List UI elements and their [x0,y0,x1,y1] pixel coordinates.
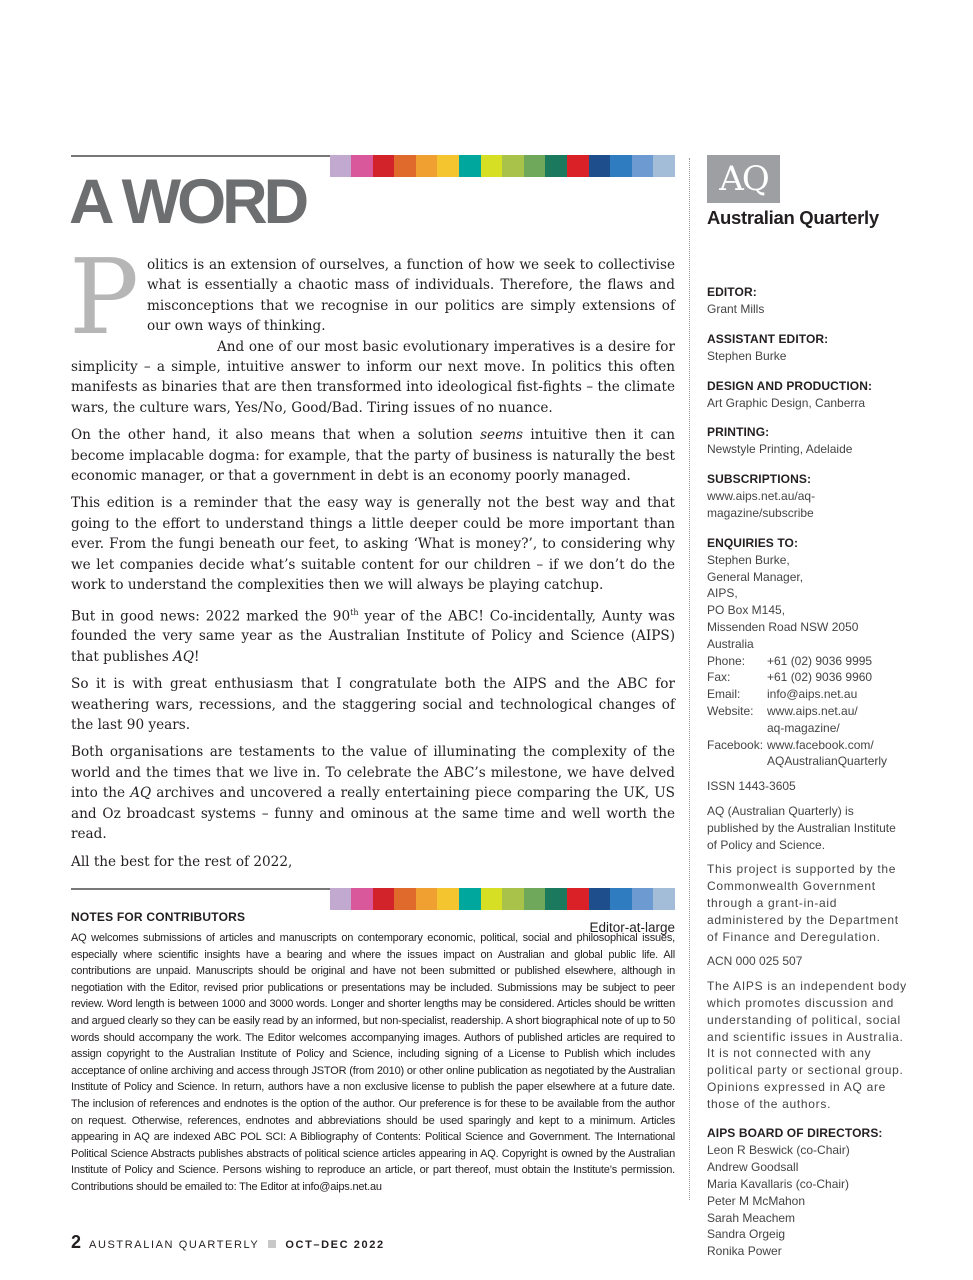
color-swatch [589,888,611,910]
color-swatch [524,888,546,910]
color-swatch [437,888,459,910]
support-statement: This project is supported by the Commonwealth Government through a grant-in-aid administered by the Department of Finance and Deregulation. [707,862,899,944]
phone-value: +61 (02) 9036 9995 [767,653,873,668]
paragraph-7: Both organisations are testaments to the value of illuminating the complexity of the world and the times that we live in. To celebrate the ABC’s milestone, we have delved into the AQ archives and uncovered a really entertaining piece comparing the UK, US and Oz broadcast systems – funny and ominous at the same time and well worth the read. [71,744,675,843]
top-rule [71,155,675,177]
brand-name: Australian Quarterly [707,207,879,228]
phone-label: Phone: [707,653,746,668]
published-by: AQ (Australian Quarterly) is published by the Australian Institute of Policy and Science. [707,803,896,852]
color-swatch [653,888,675,910]
color-swatch [373,888,395,910]
color-swatch [459,155,481,177]
signature-role: Editor-at-large [589,919,675,935]
paragraph-2: And one of our most basic evolutionary imperatives is a desire for simplicity – a simple, intuitive answer to inform our next move. In politics this often manifests as binaries that are then transformed into ideological fist-fights – the climate wars, the culture wars, Yes/No, Good/Bad. Tiring issues of no nuance. [71,338,675,416]
issn: ISSN 1443-3605 [707,779,796,794]
rule-line [71,888,333,890]
publication-name: AUSTRALIAN QUARTERLY [89,1239,260,1251]
address-line: General Manager, [707,569,804,584]
color-swatch [351,155,373,177]
page-footer [71,1232,385,1253]
facebook-link[interactable]: www.facebook.com/ AQAustralianQuarterly [767,737,888,769]
color-swatch [459,888,481,910]
notes-text: AQ welcomes submissions of articles and manuscripts on contemporary economic, political, social and philosophical issues, especially where scientific insights have a bearing and where the issues impact on Australian and global public life. All contributions are unpaid. Manuscripts should be original and have not been submitted or published elsewhere, although in negotiation with the Editor, revised prior publications or presentations may be included. Submissions may be subject to peer review. Word length is between 1000 and 3000 words. Longer and shorter lengths may be considered. Articles should be written and argued clearly so they can be easily read by an informed, but non-specialist, readership. A short biographical note of up to 50 words should accompany the work. The Editor welcomes accompanying images. Authors of published articles are required to assign copyright to the Australian Institute of Policy and Science, including signing of a License to Publish which includes acceptance of online archiving and access through JSTOR (from 2010) or other online publication as negotiated by the Australian Institute of Policy and Science. In return, authors have a non exclusive license to publish the paper elsewhere at a future date. The inclusion of references and endnotes is the option of the author. Our preference is for these to be available from the author on request. Otherwise, references, endnotes and abbreviations should be used sparingly and kept to a minimum. Articles appearing in AQ are indexed ABC POL SCI: A Bibliography of Contents: Political Science and Government. The International Political Science Abstracts publishes abstracts of political science articles appearing in AQ. Copyright is owned by the Australian Institute of Policy and Science. Persons wishing to reproduce an article, or part thereof, must obtain the Institute’s permission. Contributions should be emailed to: The Editor at info@aips.net.au [71,932,675,1193]
address-line: Missenden Road NSW 2050 Australia [707,619,859,651]
editor-label: EDITOR: [707,285,757,299]
email-link[interactable]: info@aips.net.au [767,687,858,702]
aq-logo: AQ [707,155,780,203]
board-member: Sandra Orgeig [707,1227,786,1242]
color-swatch [330,888,352,910]
column-divider [689,158,690,1200]
color-swatch [524,155,546,177]
fax-value: +61 (02) 9036 9960 [767,670,873,685]
paragraph-4: This edition is a reminder that the easy way is generally not the best way and that going to the effort to understand things a little deeper could be more important than ever. From the fungi beneath our feet, to asking ‘What is money?’, to considering why we let companies decide what’s suitable content for our children – if we don’t do the work to understand the complexities then we will always be playing catchup. [71,495,675,594]
paragraph-6: So it is with great enthusiasm that I congratulate both the AIPS and the ABC for weathering wars, recessions, and the staggering social and technological changes of the last 90 years. [71,676,675,734]
color-strip [330,888,676,910]
color-swatch [545,155,567,177]
board-member: Maria Kavallaris (co-Chair) [707,1177,850,1192]
color-swatch [589,155,611,177]
board-member: Leon R Beswick (co-Chair) [707,1143,850,1158]
color-swatch [567,888,589,910]
address-line: PO Box M145, [707,603,786,618]
page-title: A WORD [69,167,306,237]
printing-value: Newstyle Printing, Adelaide [707,442,853,457]
board-member: Andrew Goodsall [707,1160,799,1175]
subscriptions-label: SUBSCRIPTIONS: [707,472,812,487]
notes-heading: NOTES FOR CONTRIBUTORS [71,910,246,924]
issue-date: OCT–DEC 2022 [285,1239,385,1251]
subscriptions-link[interactable]: www.aips.net.au/aq-magazine/subscribe [707,489,816,520]
address-line: AIPS, [707,586,738,601]
main-column [71,155,675,935]
color-swatch [653,155,675,177]
color-swatch [610,155,632,177]
color-swatch [437,155,459,177]
color-swatch [502,888,524,910]
assistant-editor-label: ASSISTANT EDITOR: [707,331,829,346]
board-member: Sarah Meachem [707,1210,796,1225]
color-swatch [545,888,567,910]
design-value: Art Graphic Design, Canberra [707,395,866,410]
enquiries-label: ENQUIRIES TO: [707,535,799,550]
contact-grid [707,653,907,771]
color-strip [330,155,676,177]
color-swatch [416,888,438,910]
acn: ACN 000 025 507 [707,954,803,969]
color-swatch [502,155,524,177]
website-link[interactable]: www.aips.net.au/ aq-magazine/ [767,703,858,735]
square-bullet-icon [268,1240,276,1248]
assistant-editor-value: Stephen Burke [707,348,787,363]
notes-for-contributors [71,888,675,1196]
address-line: Stephen Burke, [707,552,790,567]
about-aips: The AIPS is an independent body which promotes discussion and understanding of political, social and scientific issues in Australia. It is not connected with any political party or sectional group. Opinions expressed in AQ are those of the authors. [707,979,907,1111]
color-swatch [394,888,416,910]
color-swatch [373,155,395,177]
board-member: Peter M McMahon [707,1193,806,1208]
color-swatch [610,888,632,910]
color-swatch [330,155,352,177]
color-swatch [567,155,589,177]
color-swatch [481,155,503,177]
paragraph-5: But in good news: 2022 marked the 90th year of the ABC! Co-incidentally, Aunty was founded the very same year as the Australian Institute of Policy and Science (AIPS) that publishes AQ! [71,607,675,665]
paragraph-8: All the best for the rest of 2022, [71,853,293,870]
notes-rule [71,888,675,910]
fax-label: Fax: [707,670,731,685]
board-member: Ronika Power [707,1244,782,1259]
rule-line [71,155,333,157]
paragraph-1: Politics is an extension of ourselves, a function of how we seek to collectivise what is essentially a chaotic mass of individuals. Therefore, the flaws and misconceptions that we recognise in our politics are simply extensions of our own ways of thinking. [69,236,675,358]
article-body [69,236,675,872]
color-swatch [632,155,654,177]
color-swatch [351,888,373,910]
masthead-sidebar [707,155,907,1260]
website-label: Website: [707,703,754,718]
email-label: Email: [707,687,741,702]
color-swatch [394,155,416,177]
page-number: 2 [71,1232,82,1252]
color-swatch [416,155,438,177]
drop-cap: P [69,236,139,358]
facebook-label: Facebook: [707,737,764,752]
color-swatch [632,888,654,910]
editor-value: Grant Mills [707,302,765,316]
color-swatch [481,888,503,910]
paragraph-3: On the other hand, it also means that when a solution seems intuitive then it can become implacable dogma: for example, that the party of business is naturally the best economic manager, or that a government in debt is an economy poorly managed. [71,427,675,485]
board-label: AIPS BOARD OF DIRECTORS: [707,1126,883,1141]
printing-label: PRINTING: [707,425,770,440]
board-list [707,1142,907,1260]
design-label: DESIGN AND PRODUCTION: [707,378,873,393]
